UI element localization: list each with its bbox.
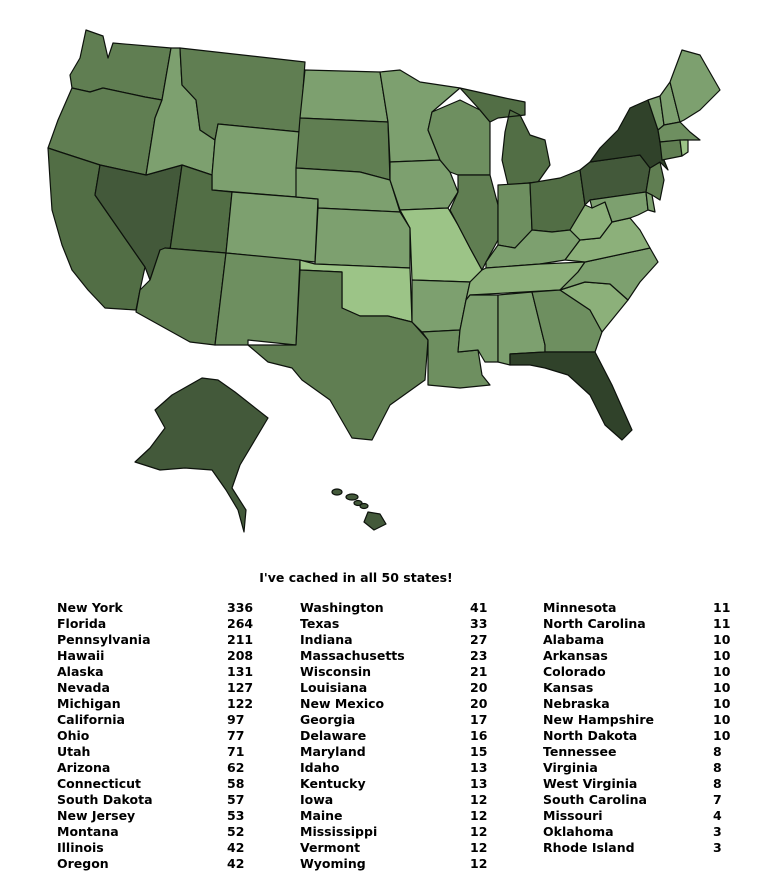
state-count-row: [300, 728, 510, 744]
state-count-row: [543, 648, 743, 664]
state-name: Washington: [300, 600, 384, 615]
state-name: Georgia: [300, 712, 356, 727]
state-count: 62: [227, 760, 245, 775]
state-count-row: [543, 712, 743, 728]
state-name: New Jersey: [57, 808, 136, 823]
state-count: 10: [713, 648, 731, 663]
state-count-row: [300, 632, 510, 648]
state-name: Illinois: [57, 840, 104, 855]
state-count-row: [300, 616, 510, 632]
state-count-row: [300, 600, 510, 616]
headline: I've cached in all 50 states!: [259, 570, 453, 585]
state-name: Tennessee: [543, 744, 617, 759]
state-name: Missouri: [543, 808, 603, 823]
state-count: 52: [227, 824, 245, 839]
state-count-row: [57, 744, 267, 760]
state-count: 10: [713, 712, 731, 727]
state-count-row: [57, 776, 267, 792]
state-name: Florida: [57, 616, 107, 631]
state-name: Texas: [300, 616, 340, 631]
state-name: Delaware: [300, 728, 367, 743]
state-count-row: [300, 856, 510, 872]
state-count: 10: [713, 664, 731, 679]
state-count-row: [300, 648, 510, 664]
state-maine[interactable]: [670, 50, 720, 122]
state-name: Kansas: [543, 680, 594, 695]
state-count: 208: [227, 648, 254, 663]
state-name: Alaska: [57, 664, 104, 679]
state-count: 122: [227, 696, 254, 711]
state-count-row: [543, 664, 743, 680]
state-count: 8: [713, 760, 722, 775]
state-name: Nebraska: [543, 696, 610, 711]
state-hawaii[interactable]: [332, 489, 386, 530]
state-name: Vermont: [300, 840, 361, 855]
state-count: 211: [227, 632, 254, 647]
state-count: 3: [713, 840, 722, 855]
state-name: Virginia: [543, 760, 598, 775]
state-count-row: [543, 696, 743, 712]
state-count-row: [57, 712, 267, 728]
state-name: Nevada: [57, 680, 110, 695]
state-kansas[interactable]: [315, 208, 410, 268]
state-count: 7: [713, 792, 722, 807]
state-count: 127: [227, 680, 254, 695]
state-count-row: [300, 664, 510, 680]
state-count-row: [543, 728, 743, 744]
state-north-dakota[interactable]: [300, 70, 388, 122]
state-count: 23: [470, 648, 488, 663]
state-count-row: [300, 840, 510, 856]
state-name: California: [57, 712, 125, 727]
state-count: 17: [470, 712, 488, 727]
state-name: Louisiana: [300, 680, 368, 695]
state-count: 41: [470, 600, 488, 615]
state-count: 42: [227, 856, 245, 871]
state-name: Maine: [300, 808, 343, 823]
state-count: 10: [713, 632, 731, 647]
state-count: 10: [713, 728, 731, 743]
state-count-row: [543, 808, 743, 824]
state-massachusetts[interactable]: [658, 122, 700, 142]
state-count: 131: [227, 664, 254, 679]
state-count-row: [57, 600, 267, 616]
state-name: North Dakota: [543, 728, 638, 743]
state-count-row: [300, 696, 510, 712]
state-name: Arizona: [57, 760, 111, 775]
state-count: 11: [713, 616, 731, 631]
state-name: Pennsylvania: [57, 632, 151, 647]
state-count: 20: [470, 696, 488, 711]
state-count-row: [57, 760, 267, 776]
state-count-row: [57, 696, 267, 712]
state-name: South Dakota: [57, 792, 153, 807]
state-new-mexico[interactable]: [215, 253, 300, 345]
state-count: 11: [713, 600, 731, 615]
state-name: Connecticut: [57, 776, 141, 791]
state-count: 13: [470, 776, 488, 791]
state-count-row: [543, 680, 743, 696]
state-count: 20: [470, 680, 488, 695]
state-name: North Carolina: [543, 616, 646, 631]
state-name: New Mexico: [300, 696, 385, 711]
state-name: Idaho: [300, 760, 340, 775]
state-count: 12: [470, 824, 488, 839]
state-count-column-1: [57, 600, 267, 872]
state-name: Utah: [57, 744, 91, 759]
state-name: Wyoming: [300, 856, 366, 871]
state-name: New York: [57, 600, 123, 615]
state-count-row: [300, 744, 510, 760]
state-count-row: [543, 600, 743, 616]
state-count: 8: [713, 744, 722, 759]
state-name: Rhode Island: [543, 840, 635, 855]
state-count: 12: [470, 792, 488, 807]
state-count: 16: [470, 728, 488, 743]
state-name: Wisconsin: [300, 664, 372, 679]
state-count-row: [57, 648, 267, 664]
state-name: Oklahoma: [543, 824, 614, 839]
state-count-row: [57, 616, 267, 632]
state-count: 53: [227, 808, 245, 823]
state-count-row: [300, 760, 510, 776]
state-count-row: [57, 680, 267, 696]
state-name: Hawaii: [57, 648, 105, 663]
state-name: Minnesota: [543, 600, 617, 615]
state-count-row: [57, 840, 267, 856]
state-name: South Carolina: [543, 792, 647, 807]
state-name: Mississippi: [300, 824, 378, 839]
state-count-column-2: [300, 600, 510, 872]
state-name: Oregon: [57, 856, 109, 871]
state-count: 12: [470, 856, 488, 871]
state-count-row: [543, 776, 743, 792]
state-count-row: [57, 792, 267, 808]
state-name: Kentucky: [300, 776, 366, 791]
state-count: 12: [470, 840, 488, 855]
state-count: 12: [470, 808, 488, 823]
state-count-row: [300, 792, 510, 808]
state-count: 10: [713, 680, 731, 695]
state-count: 71: [227, 744, 245, 759]
state-count-row: [57, 664, 267, 680]
state-count: 13: [470, 760, 488, 775]
state-count: 15: [470, 744, 488, 759]
state-count-row: [300, 776, 510, 792]
state-count: 3: [713, 824, 722, 839]
state-count-row: [57, 632, 267, 648]
state-alaska[interactable]: [135, 378, 268, 532]
state-count: 4: [713, 808, 722, 823]
state-name: Michigan: [57, 696, 121, 711]
state-count: 21: [470, 664, 488, 679]
state-count-column-3: [543, 600, 743, 856]
state-count-row: [543, 824, 743, 840]
state-count: 77: [227, 728, 245, 743]
state-count: 33: [470, 616, 488, 631]
state-count-row: [300, 680, 510, 696]
state-count: 336: [227, 600, 254, 615]
state-name: Maryland: [300, 744, 366, 759]
state-count-row: [543, 616, 743, 632]
state-count-row: [543, 840, 743, 856]
state-count: 58: [227, 776, 245, 791]
state-name: West Virginia: [543, 776, 638, 791]
state-count-row: [57, 728, 267, 744]
state-connecticut[interactable]: [660, 140, 682, 160]
state-count: 42: [227, 840, 245, 855]
state-colorado[interactable]: [226, 192, 318, 262]
state-name: Arkansas: [543, 648, 608, 663]
state-count: 10: [713, 696, 731, 711]
state-name: Massachusetts: [300, 648, 405, 663]
state-name: Colorado: [543, 664, 606, 679]
state-name: New Hampshire: [543, 712, 654, 727]
state-count-row: [57, 808, 267, 824]
state-wyoming[interactable]: [212, 124, 300, 197]
state-count-row: [300, 824, 510, 840]
state-count: 57: [227, 792, 245, 807]
state-name: Indiana: [300, 632, 353, 647]
state-count: 97: [227, 712, 245, 727]
state-count: 27: [470, 632, 488, 647]
state-count-row: [543, 792, 743, 808]
state-count-row: [543, 744, 743, 760]
state-count-row: [300, 712, 510, 728]
state-washington[interactable]: [70, 30, 171, 100]
state-name: Iowa: [300, 792, 334, 807]
state-count-row: [57, 856, 267, 872]
state-name: Montana: [57, 824, 119, 839]
state-count-row: [543, 632, 743, 648]
state-rhode-island[interactable]: [680, 140, 688, 156]
state-count-row: [543, 760, 743, 776]
state-name: Ohio: [57, 728, 90, 743]
state-count: 264: [227, 616, 254, 631]
state-count: 8: [713, 776, 722, 791]
state-count-row: [57, 824, 267, 840]
state-count-row: [300, 808, 510, 824]
state-florida[interactable]: [510, 352, 632, 440]
state-name: Alabama: [543, 632, 605, 647]
